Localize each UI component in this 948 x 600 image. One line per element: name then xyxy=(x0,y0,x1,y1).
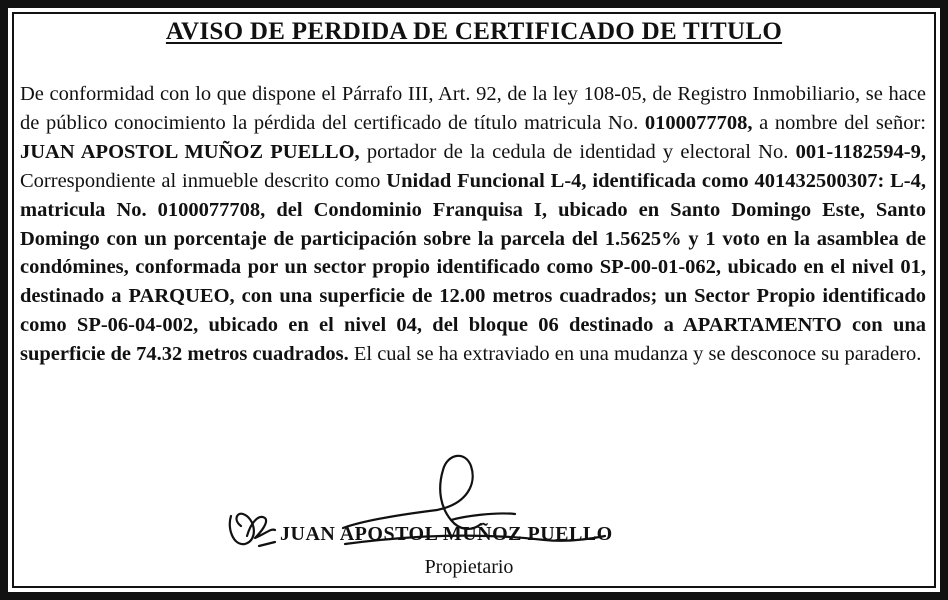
body-text-id-lead: portador de la cedula de identidad y electoral No. xyxy=(359,140,796,163)
certificate-number: 0100077708, xyxy=(644,111,753,134)
body-text-property-lead: Correspondiente al inmueble descrito como xyxy=(20,169,387,192)
owner-name: JUAN APOSTOL MUÑOZ PUELLO, xyxy=(20,140,360,163)
body-text-intro: De conformidad con lo que dispone el Párrafo III, Art. 92, de la ley 108-05, de Registro Inmobiliario, se hace de público conocimiento la pérdida del certificado de título matricula No. xyxy=(20,83,926,134)
notice-body xyxy=(20,80,926,369)
signer-name: JUAN APOSTOL MUÑOZ PUELLO xyxy=(280,523,613,545)
signer-role-text: Propietario xyxy=(424,556,514,578)
property-description: Unidad Funcional L-4, identificada como 401432500307: L-4, matricula No. 0100077708, del Condominio Franquisa I, ubicado en Santo Domingo Este, Santo Domingo con un porcentaje de participación sobre la parcela del 1.5625% y 1 voto en la asamblea de condómines, conformada por un sector propio identificado como SP-00-01-062, ubicado en el nivel 01, destinado a PARQUEO, con una superficie de 12.00 metros cuadrados; un Sector Propio identificado como SP-06-04-002, ubicado en el nivel 04, del bloque 06 destinado a APARTAMENTO con una superficie de 74.32 metros cuadrados. xyxy=(20,169,926,366)
body-text-closing: El cual se ha extraviado en una mudanza y se desconoce su paradero. xyxy=(348,343,922,366)
notice-title xyxy=(0,18,948,46)
identity-number: 001-1182594-9, xyxy=(795,140,926,163)
notice-title-text: AVISO DE PERDIDA DE CERTIFICADO DE TITULO xyxy=(165,18,783,45)
signer-role xyxy=(0,556,948,579)
body-text-owner-lead: a nombre del señor: xyxy=(752,111,926,134)
